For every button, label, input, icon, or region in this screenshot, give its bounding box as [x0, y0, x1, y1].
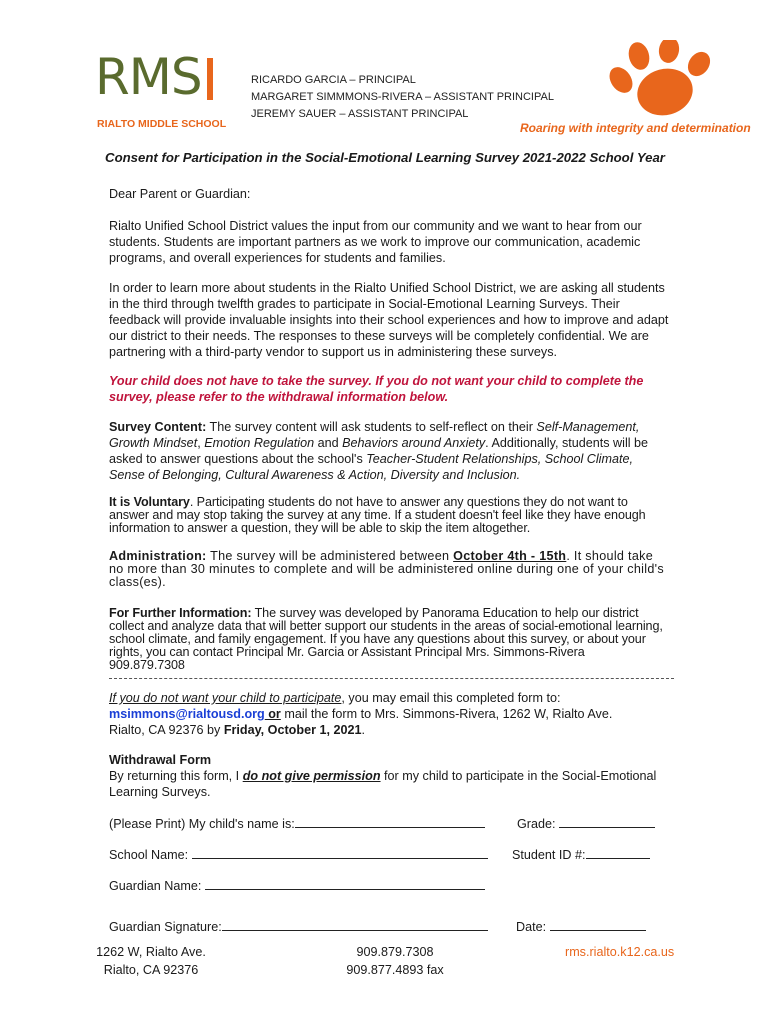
footer-phone: 909.879.7308 — [356, 945, 434, 959]
administration-text: The survey will be administered between — [206, 549, 454, 563]
survey-content-text: . Additionally, students will be asked to answer questions about the school's — [109, 436, 649, 466]
student-id-input-line[interactable] — [586, 846, 650, 859]
school-name-label: School Name: — [109, 848, 189, 862]
tiger-paw-icon — [603, 40, 721, 120]
footer-address-line-2: Rialto, CA 92376 — [103, 963, 199, 977]
guardian-name-field[interactable] — [109, 877, 485, 893]
footer-fax: 909.877.4893 fax — [346, 963, 444, 977]
form-statement-text: By returning this form, I — [109, 769, 243, 783]
survey-content-text: , — [197, 436, 205, 450]
cut-line-divider — [109, 678, 674, 679]
optional-notice: Your child does not have to take the survey. If you do not want your child to complete the survey, please refer to the withdrawal information below. — [109, 374, 644, 404]
administration-label: Administration: — [109, 549, 207, 563]
grade-label: Grade: — [517, 817, 556, 831]
further-info-section — [109, 607, 669, 672]
document-title: Consent for Participation in the Social-Emotional Learning Survey 2021-2022 School Year — [105, 150, 665, 165]
greeting: Dear Parent or Guardian: — [109, 187, 251, 201]
withdraw-instructions — [109, 690, 669, 738]
child-name-input-line[interactable] — [295, 815, 485, 828]
footer-address-line-1: 1262 W, Rialto Ave. — [96, 945, 206, 959]
deadline-date: Friday, October 1, 2021 — [223, 723, 362, 737]
staff-assistant-principal-2: JEREMY SAUER – ASSISTANT PRINCIPAL — [251, 108, 469, 120]
guardian-name-label: Guardian Name: — [109, 879, 202, 893]
further-info-label: For Further Information: — [109, 606, 252, 620]
date-field[interactable] — [516, 918, 646, 934]
guardian-name-input-line[interactable] — [205, 877, 485, 890]
no-permission-text: do not give permission — [242, 769, 381, 783]
voluntary-label: It is Voluntary — [109, 495, 190, 509]
staff-assistant-principal-1: MARGARET SIMMMONS-RIVERA – ASSISTANT PRINCIPAL — [251, 91, 554, 103]
guardian-signature-input-line[interactable] — [222, 918, 488, 931]
contact-phone: 909.879.7308 — [109, 658, 185, 672]
school-name: RIALTO MIDDLE SCHOOL — [97, 118, 227, 130]
student-id-field[interactable] — [512, 846, 650, 862]
school-logo: RMS — [95, 48, 202, 106]
survey-topic-2: Emotion Regulation — [204, 436, 315, 450]
administration-section — [109, 550, 669, 589]
child-name-label: (Please Print) My child's name is: — [109, 817, 295, 831]
guardian-signature-field[interactable] — [109, 918, 488, 934]
survey-topic-1: Self-Management, Growth Mindset — [109, 420, 640, 450]
school-name-field[interactable] — [109, 846, 488, 862]
footer-address — [86, 943, 216, 979]
survey-topic-3: Behaviors around Anxiety — [342, 436, 486, 450]
survey-content-section — [109, 419, 669, 483]
survey-topic-4: Teacher-Student Relationships, School Climate, Sense of Belonging, Cultural Awareness & Action, Diversity and Inclusion. — [109, 452, 633, 482]
voluntary-section — [109, 496, 669, 535]
paragraph-purpose: In order to learn more about students in the Rialto Unified School District, we are asking all students in the third through twelfth grades to participate in Social-Emotional Learning Surveys. Their feedback will provide invaluable insights into their school experiences and how to improve and adapt our district to their needs. The responses to these surveys will be completely confidential. We are partnering with a third-party vendor to support us in administering these surveys. — [109, 281, 669, 359]
grade-input-line[interactable] — [559, 815, 655, 828]
date-label: Date: — [516, 920, 547, 934]
form-statement-text: for my child to participate in the Social-Emotional Learning Surveys. — [109, 769, 657, 799]
school-motto: Roaring with integrity and determination — [520, 121, 751, 135]
voluntary-text: . Participating students do not have to answer any questions they do not want to answer and may stop taking the survey at any time. If a student doesn't feel like they have enough information to answer a question, they will be able to skip the item altogether. — [109, 495, 646, 535]
staff-list — [251, 72, 554, 123]
guardian-signature-label: Guardian Signature: — [109, 920, 222, 934]
form-statement — [109, 768, 669, 800]
mail-address-city: Rialto, CA 92376 by — [109, 723, 224, 737]
mail-address-text: mail the form to Mrs. Simmons-Rivera, 1262 W, Rialto Ave. — [280, 707, 613, 721]
further-info-text: The survey was developed by Panorama Education to help our district collect and analyze data that will better support our students in the areas of social-emotional learning, school climate, and family engagement. If you have any questions about this survey, or about your rights, you can contact Principal Mr. Garcia or Assistant Principal Mrs. Simmons-Rivera — [109, 606, 663, 659]
or-text: or — [264, 707, 281, 721]
grade-field[interactable] — [517, 815, 655, 831]
withdraw-text-end: . — [361, 723, 365, 737]
footer-contact — [330, 943, 460, 979]
survey-content-text: and — [314, 436, 343, 450]
withdrawal-form — [109, 752, 669, 800]
child-name-field[interactable] — [109, 815, 485, 831]
paragraph-intro: Rialto Unified School District values the input from our community and we want to hear from our students. Students are important partners as we work to improve our communication, academic programs, and overall experiences for students and families. — [109, 219, 642, 265]
footer-website-link[interactable]: rms.rialto.k12.ca.us — [565, 945, 675, 959]
logo-accent-bar — [207, 58, 213, 100]
administration-text: . It should take no more than 30 minutes to complete and will be administered online during one of your child's class(es). — [109, 549, 664, 589]
survey-content-label: Survey Content: — [109, 420, 207, 434]
withdraw-condition: If you do not want your child to participate — [109, 691, 342, 705]
survey-dates: October 4th - 15th — [453, 549, 567, 563]
school-name-input-line[interactable] — [192, 846, 488, 859]
date-input-line[interactable] — [550, 918, 646, 931]
email-link[interactable]: msimmons@rialtousd.org — [109, 707, 265, 721]
form-heading: Withdrawal Form — [109, 753, 212, 767]
student-id-label: Student ID #: — [512, 848, 586, 862]
survey-content-text: The survey content will ask students to self-reflect on their — [206, 420, 537, 434]
withdraw-text: , you may email this completed form to: — [341, 691, 561, 705]
staff-principal: RICARDO GARCIA – PRINCIPAL — [251, 74, 416, 86]
